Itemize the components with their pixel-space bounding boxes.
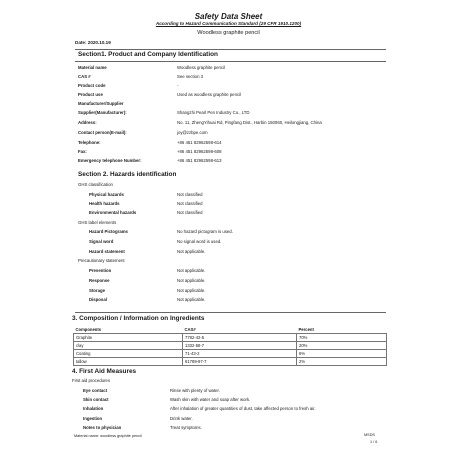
section3-rule [75,312,386,313]
section2-title: Section 2. Hazards identification [78,171,177,178]
s4-value: Rinse with plenty of water. [170,388,220,393]
s1-label: Supplier(Manufacturer): [78,110,127,115]
s4-label: Inhalation [83,406,104,411]
table-cell: clay [74,342,183,350]
s1-value: See section 3 [177,74,204,79]
table-row [74,358,387,366]
doc-date: Date: 2020.10.19 [75,40,111,45]
table-cell: 20% [297,342,387,350]
table-header-row [74,326,387,334]
section1-rule [75,49,386,50]
s1-value: joy@zzbpe.com [177,130,208,135]
s2-value: Not applicable. [177,297,206,302]
s4-value: Treat symptoms. [170,425,202,430]
column-header: Percent [297,326,387,334]
section1-rule-bottom [75,61,386,62]
composition-table [73,326,387,366]
first-aid-procedures: First aid procedures [72,378,110,383]
table-row [74,334,387,342]
table-cell: 61789-97-7 [183,358,297,366]
s2-label: Hazard statement [89,249,125,254]
section3-title: 3. Composition / Information on Ingredients [72,315,205,322]
table-cell: tallow [74,358,183,366]
s1-label: CAS # [78,74,91,79]
s1-value: Shangzhi Pearl Pen Industry Co., LTD [177,110,250,115]
s4-value: Wash skin with water and soap after work. [170,397,251,402]
s1-label: Emergency telephone Number: [78,158,142,163]
s1-value: - [177,83,179,88]
doc-standard: According to Hazard Communication Standard (29 CFR 1910.1200) [155,21,302,26]
s1-label: Manufacturer/Supplier [78,101,124,106]
s2-value: Not applicable. [177,268,206,273]
s2-label: Hazard Pictograms [89,229,128,234]
s1-value: No. 11, ZhengYihuai Rd, Pingfang Dist., Harbin 150060, Heilongjiang, China [177,120,322,125]
s1-value: +86 451 82962598-608 [177,149,222,154]
table-cell: 6% [297,350,387,358]
s2-label: Environmental hazards [89,210,137,215]
table-row [74,350,387,358]
section1-title: Section1. Product and Company Identification [78,51,218,58]
section4-title: 4. First Aid Measures [72,368,137,375]
s2-label: Storage [89,288,105,293]
table-cell: 2% [297,358,387,366]
footer-page-number: 1 / 6 [370,440,378,444]
s4-label: Ingestion [83,416,103,421]
table-cell: 7782-42-5 [183,334,297,342]
footer-msds: MSDS [364,433,375,437]
s2-label: Signal word [89,239,114,244]
s1-label: Telephone: [78,140,101,145]
ghs-classification: GHS classification [78,182,113,187]
s2-label: Prevention [89,268,112,273]
table-cell: 71-43-2 [183,350,297,358]
precautionary-statement: Precautionary statement [78,258,125,263]
s1-value: +86 451 82962598-613 [177,158,222,163]
s2-label: Physical hazards [89,192,124,197]
table-cell: Coating [74,350,183,358]
s1-label: Contact person(E-mail): [78,130,127,135]
s2-value: Not classified [177,192,203,197]
s2-value: No hazard pictogram is used. [177,229,233,234]
s1-value: +86 451 82962598-614 [177,140,222,145]
ghs-label-elements: GHS label elements [78,220,117,225]
s2-label: Health hazards [89,201,120,206]
s2-value: Not applicable. [177,288,206,293]
table-cell: 1332-58-7 [183,342,297,350]
s2-value: Not applicable. [177,278,206,283]
s4-value: After inhalation of greater quantities of dust, take affected person to fresh air. [170,406,316,411]
s2-value: No signal word is used. [177,239,222,244]
s4-value: Drink water. [170,416,193,421]
s1-label: Fax: [78,149,87,154]
table-cell: 70% [297,334,387,342]
s2-label: Disposal [89,297,107,302]
column-header: Components [74,326,183,334]
doc-title: Safety Data Sheet [194,12,263,21]
s1-value: Used as woodless graphite pencil [177,92,242,97]
s2-value: Not applicable. [177,249,206,254]
s2-label: Response [89,278,110,283]
s1-label: Product code [78,83,106,88]
footer-material: Material name: woodless graphite pencil [74,434,142,438]
table-cell: Graphite [74,334,183,342]
s1-label: Address: [78,120,97,125]
column-header: CAS# [183,326,297,334]
s4-label: Notes to physician [83,425,122,430]
doc-product: Woodless graphite pencil [197,30,260,36]
s1-label: Material name [78,65,107,70]
s4-label: Skin contact [83,397,109,402]
table-row [74,342,387,350]
s1-label: Product use [78,92,103,97]
s4-label: Eye contact [83,388,108,393]
s2-value: Not classified [177,210,203,215]
s2-value: Not classified [177,201,203,206]
s1-value: Woodless graphite pencil [177,65,225,70]
